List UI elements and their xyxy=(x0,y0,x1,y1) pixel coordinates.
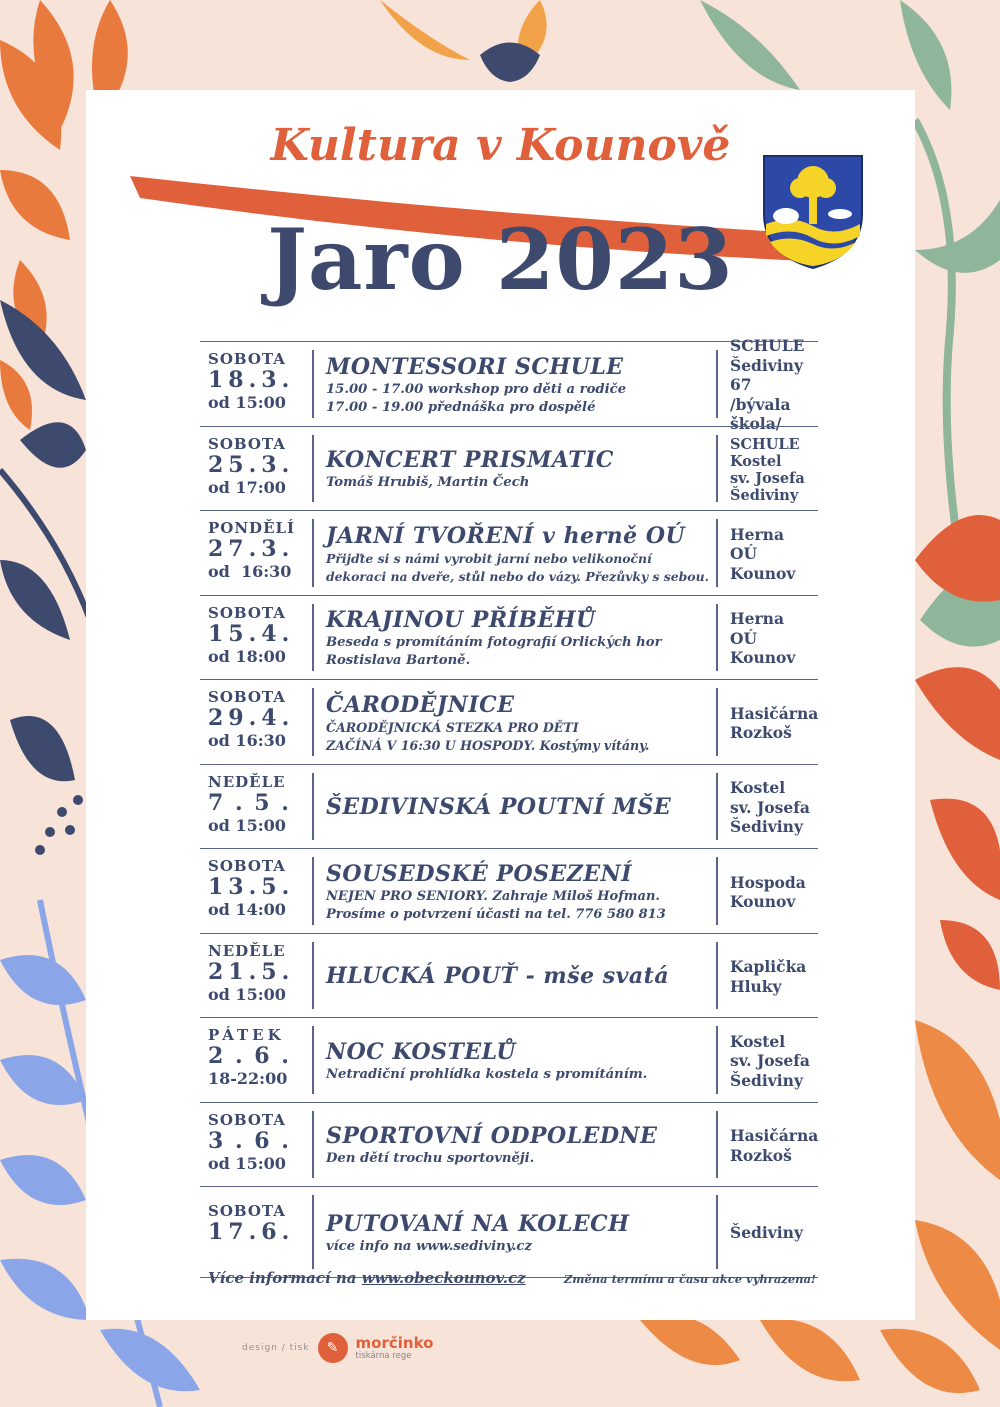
event-row xyxy=(200,764,818,849)
event-info xyxy=(326,1111,716,1181)
page-title: Kultura v Kounově xyxy=(270,120,731,171)
event-place: SCHULE Kostel sv. Josefa Šediviny xyxy=(730,435,805,504)
divider xyxy=(716,688,718,756)
event-info xyxy=(326,857,716,927)
events-table xyxy=(200,336,819,1278)
divider xyxy=(716,519,718,587)
event-time: od 15:00 xyxy=(208,815,286,835)
divider xyxy=(716,857,718,925)
event-info xyxy=(326,519,716,589)
event-time: od 14:00 xyxy=(208,900,286,919)
event-date xyxy=(208,520,304,582)
event-time: od 18:00 xyxy=(208,646,286,666)
event-date xyxy=(208,689,304,751)
divider xyxy=(312,1111,314,1179)
event-weekday: NEDĚLE xyxy=(208,941,286,960)
event-weekday: PÁTEK xyxy=(208,1026,285,1044)
event-title: PUTOVANÍ NA KOLECH xyxy=(326,1210,630,1237)
event-info xyxy=(326,1195,716,1271)
event-info xyxy=(326,942,716,1012)
event-row xyxy=(200,1186,818,1278)
divider xyxy=(312,942,314,1010)
change-notice: Změna termínu a času akce vyhrazena! xyxy=(563,1272,816,1286)
printer-name: morčinko xyxy=(355,1333,434,1352)
event-date xyxy=(208,436,304,498)
event-row xyxy=(200,933,818,1018)
event-title: KONCERT PRISMATIC xyxy=(326,447,614,473)
event-time: od 16:30 xyxy=(208,731,286,750)
event-place: Kaplička Hluky xyxy=(730,957,807,996)
divider xyxy=(716,942,718,1010)
event-time: od 15:00 xyxy=(208,1153,286,1173)
event-title: JARNÍ TVOŘENÍ v herně OÚ xyxy=(326,522,686,549)
event-place: SCHULE Šediviny 67 /bývala škola/ xyxy=(730,336,805,434)
event-weekday: SOBOTA xyxy=(208,1202,286,1220)
divider xyxy=(312,688,314,756)
event-title: ČARODĚJNICE xyxy=(326,691,515,718)
event-day: 27.3. xyxy=(208,536,295,562)
event-day: 18.3. xyxy=(208,367,295,393)
event-weekday: SOBOTA xyxy=(208,603,286,622)
event-weekday: SOBOTA xyxy=(208,857,286,875)
event-description: více info na www.sediviny.cz xyxy=(326,1238,532,1254)
event-day: 21.5. xyxy=(208,958,295,985)
event-weekday: SOBOTA xyxy=(208,350,286,368)
event-info xyxy=(326,435,716,505)
event-day: 7 . 5 . xyxy=(208,789,291,816)
event-info xyxy=(326,604,716,674)
event-weekday: SOBOTA xyxy=(208,688,286,706)
event-title: NOC KOSTELŮ xyxy=(326,1038,517,1065)
divider xyxy=(312,519,314,587)
event-day: 17.6. xyxy=(208,1219,295,1245)
event-weekday: PONDĚLÍ xyxy=(208,519,296,537)
event-place: Hasičárna Rozkoš xyxy=(730,1126,819,1165)
event-description: Netradiční prohlídka kostela s promítáním. xyxy=(326,1066,648,1082)
more-info-text xyxy=(208,1269,526,1287)
event-time: od 15:00 xyxy=(208,984,286,1004)
divider xyxy=(312,857,314,925)
event-description: Přijďte si s námi vyrobit jarní nebo velikonoční dekoraci na dveře, stůl nebo do vázy. Přezůvky s sebou. xyxy=(326,550,709,584)
divider xyxy=(716,773,718,841)
event-date xyxy=(208,1112,304,1174)
event-description: NEJEN PRO SENIORY. Zahraje Miloš Hofman. Prosíme o potvrzení účasti na tel. 776 580 813 xyxy=(326,888,666,922)
event-row xyxy=(200,1102,818,1187)
event-date xyxy=(208,858,304,920)
printer-logo-icon: ✎ xyxy=(318,1333,348,1363)
event-row xyxy=(200,510,818,595)
event-description: Den dětí trochu sportovněji. xyxy=(326,1151,535,1166)
event-title: SPORTOVNÍ ODPOLEDNE xyxy=(326,1123,658,1149)
event-day: 3 . 6 . xyxy=(208,1127,291,1154)
event-info xyxy=(326,350,716,420)
event-title: ŠEDIVINSKÁ POUTNÍ MŠE xyxy=(326,794,672,820)
event-date xyxy=(208,605,304,667)
event-description: 15.00 - 17.00 workshop pro děti a rodiče 17.00 - 19.00 přednáška pro dospělé xyxy=(326,381,627,415)
credit-label: design / tisk xyxy=(242,1343,310,1353)
more-info-prefix: Více informací na xyxy=(208,1269,362,1287)
printer-name-block xyxy=(355,1333,434,1361)
event-day: 13.5. xyxy=(208,874,295,900)
program-panel xyxy=(86,90,915,1320)
event-date xyxy=(208,774,304,836)
event-title: KRAJINOU PŘÍBĚHŮ xyxy=(326,607,596,633)
event-place: Šediviny xyxy=(730,1223,803,1243)
printer-credit xyxy=(242,1333,433,1363)
divider xyxy=(716,1195,718,1269)
event-row xyxy=(200,848,818,933)
divider xyxy=(716,604,718,672)
event-day: 15.4. xyxy=(208,620,295,647)
event-description: Tomáš Hrubiš, Martin Čech xyxy=(326,475,530,490)
website-link[interactable]: www.obeckounov.cz xyxy=(361,1269,526,1287)
event-row xyxy=(200,426,818,511)
printer-subtitle: tiskárna rege xyxy=(355,1350,412,1361)
event-day: 25.3. xyxy=(208,451,295,478)
event-row xyxy=(200,679,818,764)
event-row xyxy=(200,595,818,680)
event-info xyxy=(326,1026,716,1096)
event-place: Kostel sv. Josefa Šediviny xyxy=(730,1031,810,1090)
event-row xyxy=(200,1017,818,1102)
event-weekday: NEDĚLE xyxy=(208,772,286,791)
divider xyxy=(716,1026,718,1094)
event-date xyxy=(208,1027,304,1089)
event-date xyxy=(208,943,304,1005)
event-place: Hospoda Kounov xyxy=(730,872,806,911)
divider xyxy=(312,604,314,672)
event-description: ČARODĚJNICKÁ STEZKA PRO DĚTI ZAČÍNÁ V 16:30 U HOSPODY. Kostýmy vítány. xyxy=(326,719,650,753)
event-title: SOUSEDSKÉ POSEZENÍ xyxy=(326,860,632,887)
event-info xyxy=(326,773,716,843)
event-date xyxy=(208,351,304,413)
event-row xyxy=(200,336,818,434)
event-weekday: SOBOTA xyxy=(208,1110,286,1129)
event-weekday: SOBOTA xyxy=(208,434,286,453)
event-date xyxy=(208,1203,304,1245)
divider xyxy=(312,350,314,418)
event-place: Herna OÚ Kounov xyxy=(730,524,796,583)
divider xyxy=(312,773,314,841)
event-day: 29.4. xyxy=(208,705,295,731)
event-time: od 17:00 xyxy=(208,477,286,497)
divider xyxy=(716,350,718,418)
event-title: HLUCKÁ POUŤ - mše svatá xyxy=(326,963,670,989)
divider xyxy=(312,435,314,503)
event-time: od 15:00 xyxy=(208,393,286,412)
event-time: 18-22:00 xyxy=(208,1069,288,1088)
coat-of-arms-icon xyxy=(762,154,864,270)
event-place: Kostel sv. Josefa Šediviny xyxy=(730,778,810,837)
season-heading: Jaro 2023 xyxy=(267,210,734,309)
event-description: Beseda s promítáním fotografií Orlických hor Rostislava Bartoně. xyxy=(326,635,662,668)
event-info xyxy=(326,688,716,758)
event-day: 2 . 6 . xyxy=(208,1043,291,1069)
divider xyxy=(716,435,718,503)
divider xyxy=(312,1026,314,1094)
divider xyxy=(716,1111,718,1179)
event-time: od 16:30 xyxy=(208,562,292,581)
event-title: MONTESSORI SCHULE xyxy=(326,353,624,380)
event-place: Herna OÚ Kounov xyxy=(730,609,796,668)
divider xyxy=(312,1195,314,1269)
event-place: Hasičárna Rozkoš xyxy=(730,703,819,742)
